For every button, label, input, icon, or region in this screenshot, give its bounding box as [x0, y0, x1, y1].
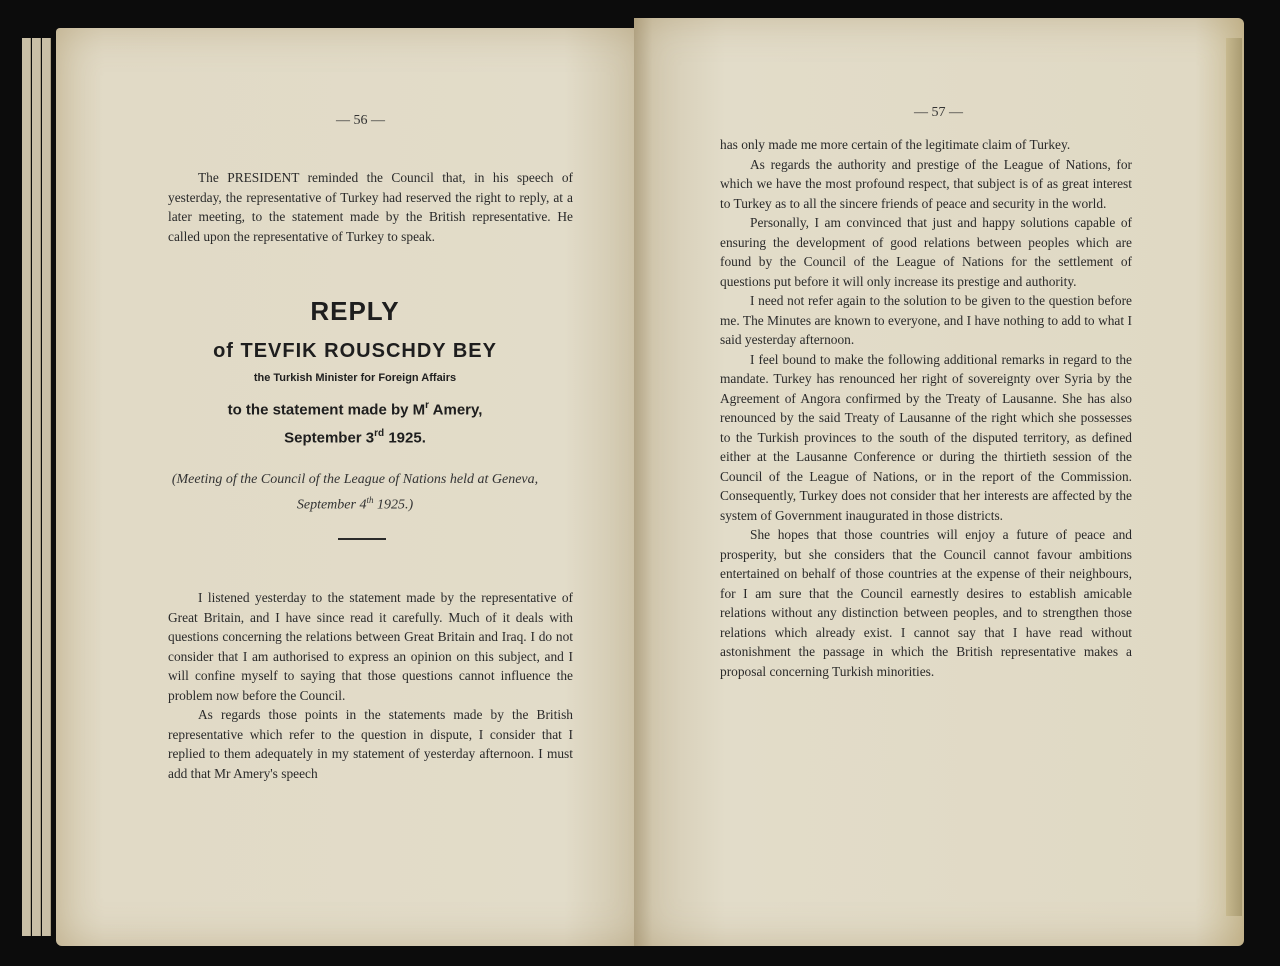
president-intro: The PRESIDENT reminded the Council that, in his speech of yesterday, the representative of Turkey had reserved the right to reply, at a later meeting, to the statement made by the British representative. He called upon the representative of Turkey to speak. [168, 170, 573, 244]
reply-title: REPLY [310, 296, 400, 326]
left-page [56, 28, 654, 946]
continuation: has only made me more certain of the legitimate claim of Turkey. [720, 137, 1071, 152]
paragraph: She hopes that those countries will enjoy a future of peace and prosperity, but she considers that the Council cannot favour ambitions entertained on behalf of those countries at the expense of their neighbours, for I am sure that the Council earnestly desires to establish amicable relations without any distinction between peoples, and to strengthen those relations which already exist. I cannot say that I have read without astonishment the passage in which the British representative makes a proposal concerning Turkish minorities. [720, 527, 1132, 679]
paragraph: As regards the authority and prestige of the League of Nations, for which we have the most profound respect, that subject is of as great interest to Turkey as to all the sincere friends of peace and security in the world. [720, 156, 1132, 211]
paragraph: Personally, I am convinced that just and happy solutions capable of ensuring the development of good relations between peoples which are found by the Council of the League of Nations for the settlement of questions put before it will only increase its prestige and authority. [720, 215, 1132, 289]
left-body [168, 588, 573, 783]
statement-line: to the statement made by $M^r$ Amery, [227, 400, 483, 419]
page-number-right: — 57 — [914, 105, 963, 120]
meeting-note: (Meeting of the Council of the League of Nations held at Geneva, September 4th 1925.) [171, 472, 539, 513]
paragraph: I need not refer again to the solution to be given to the question before me. The Minutes are known to everyone, and I have nothing to add to what I said yesterday afternoon. [720, 293, 1132, 347]
speaker-role: the Turkish Minister for Foreign Affairs [253, 372, 457, 384]
reply-heading [56, 296, 654, 327]
right-body [720, 135, 1132, 681]
date-line: September 3rd 1925. [284, 428, 426, 447]
page-edge [32, 38, 41, 936]
speaker-name: of TEVFIK ROUSCHDY BEY [213, 340, 497, 362]
paragraph: I listened yesterday to the statement made by the representative of Great Britain, and I have since read it carefully. Much of it deals with questions concerning the relations between Great Britain and Iraq. I do not consider that I am authorised to express an opinion on this subject, and I will confine myself to saying that those questions cannot influence the problem now before the Council. [168, 590, 573, 703]
divider [338, 538, 386, 540]
page-edge [22, 38, 31, 936]
page-edge-right [1226, 38, 1242, 916]
page-edge [42, 38, 51, 936]
right-page [634, 18, 1244, 946]
paragraph: As regards those points in the statements made by the British representative which refer to the question in dispute, I consider that I replied to them adequately in my statement of yesterday afternoon. I must add that Mr Amery's speech [168, 707, 573, 781]
page-number-left: — 56 — [336, 113, 385, 128]
paragraph: I feel bound to make the following additional remarks in regard to the mandate. Turkey has renounced her right of sovereignty over Syria by the Agreement of Angora confirmed by the Treaty of Lausanne. She has also renounced by the said Treaty of Lausanne of the right which she possesses to the Turkish provinces to the south of the disputed territory, as defined either at the Lausanne Conference or during the thirtieth session of the Council of the League of Nations, or in the report of the Commission. Consequently, Turkey does not consider that her interests are affected by the system of Government inaugurated in those districts. [720, 351, 1132, 523]
open-book [20, 8, 1265, 956]
